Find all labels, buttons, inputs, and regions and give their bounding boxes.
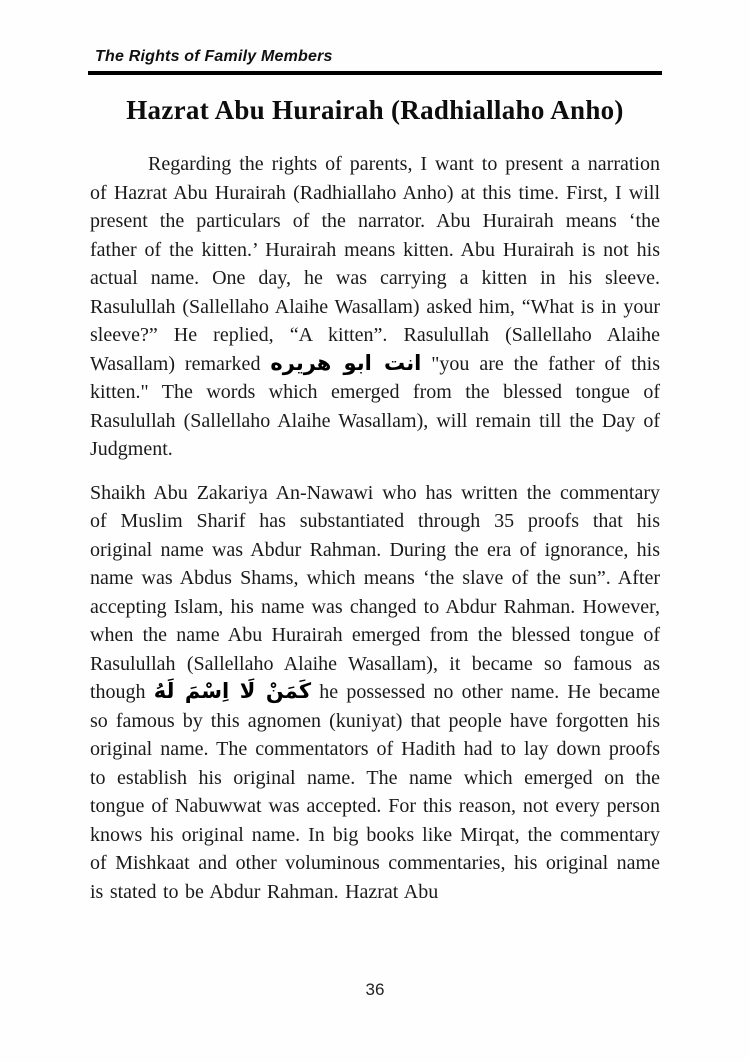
running-title: The Rights of Family Members (95, 48, 333, 65)
chapter-title: Hazrat Abu Hurairah (Radhiallaho Anho) (126, 95, 624, 125)
page-header (88, 0, 662, 75)
paragraph (90, 479, 660, 907)
paragraph (90, 150, 660, 464)
page-footer (0, 980, 750, 1000)
text-run: "you are the father of this kitten." The words which emerged from the blessed tongue of Rasulullah (Sallellaho Alaihe Wasallam), will remain till the Day of Judgment. (90, 352, 661, 460)
arabic-phrase: كَمَنْ لَا اِسْمَ لَهُ (153, 679, 312, 703)
header-rule (88, 71, 662, 75)
text-run: Regarding the rights of parents, I want to present a narration of Hazrat Abu Hurairah (Radhiallaho Anho) at this time. First, I will present the particulars of the narrator. Abu Hurairah means ‘the father of the kitten.’ Hurairah means kitten. Abu Hurairah is not his actual name. One day, he was carrying a kitten in his sleeve. Rasulullah (Sallellaho Alaihe Wasallam) asked him, “What is in your sleeve?” He replied, “A kitten”. Rasulullah (Sallellaho Alaihe Wasallam) remarked (90, 153, 660, 375)
text-run: he possessed no other name. He became so famous by this agnomen (kuniyat) that people have forgotten his original name. The commentators of Hadith had to lay down proofs to establish his original name. The name which emerged on the tongue of Nabuwwat was accepted. For this reason, not every person knows his original name. In big books like Mirqat, the commentary of Mishkaat and other voluminous commentaries, his original name is stated to be Abdur Rahman. Hazrat Abu (90, 681, 660, 903)
body-text (90, 150, 660, 906)
page-number: 36 (365, 980, 385, 999)
arabic-phrase: انت ابو هريره (270, 350, 422, 375)
text-run: Shaikh Abu Zakariya An-Nawawi who has written the commentary of Muslim Sharif has substantiated through 35 proofs that his original name was Abdur Rahman. During the era of ignorance, his name was Abdus Shams, which means ‘the slave of the sun”. After accepting Islam, his name was changed to Abdur Rahman. However, when the name Abu Hurairah emerged from the blessed tongue of Rasulullah (Sallellaho Alaihe Wasallam), it became so famous as though (90, 481, 660, 703)
